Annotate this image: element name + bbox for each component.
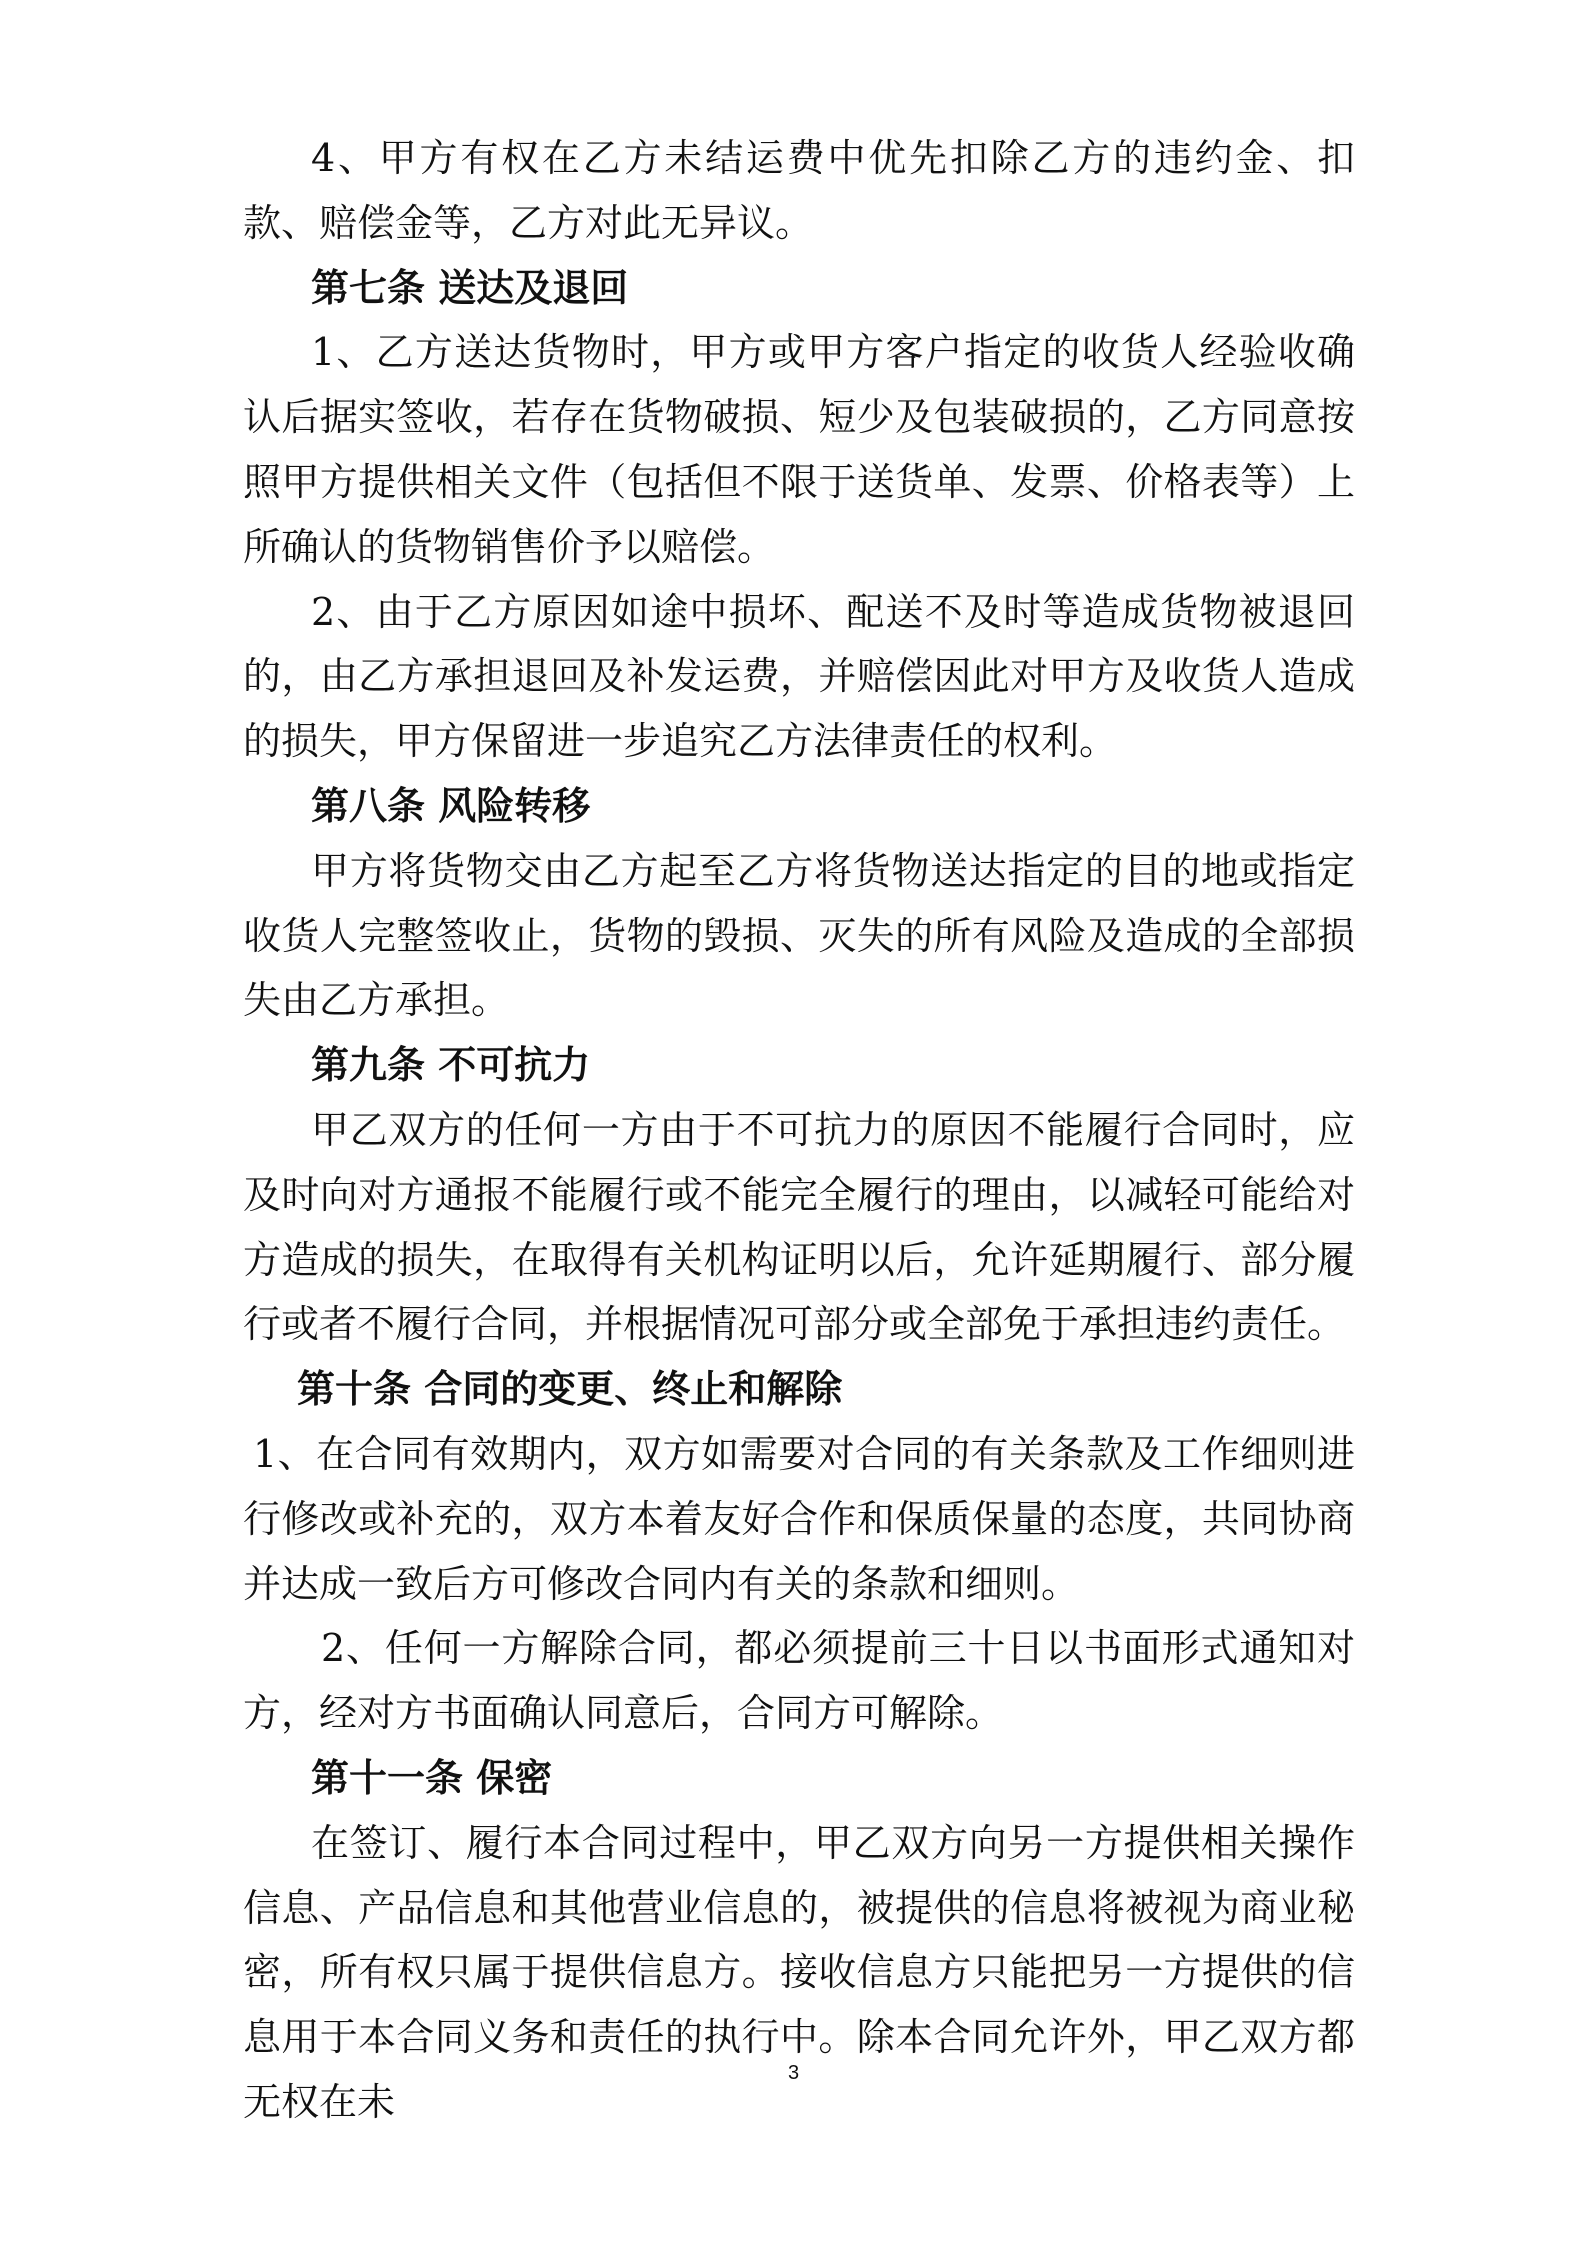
paragraph-art9-body: 甲乙双方的任何一方由于不可抗力的原因不能履行合同时，应及时向对方通报不能履行或不能完全履行的理由，以减轻可能给对方造成的损失，在取得有关机构证明以后，允许延期履行、部分履行或者不履行合同，并根据情况可部分或全部免于承担违约责任。 (243, 1107, 1355, 1347)
article-10-heading: 第十条 合同的变更、终止和解除 (297, 1366, 843, 1412)
paragraph-art7-clause-2: 2、由于乙方原因如途中损坏、配送不及时等造成货物被退回的，由乙方承担退回及补发运费，并赔偿因此对甲方及收货人造成的损失，甲方保留进一步追究乙方法律责任的权利。 (243, 589, 1355, 764)
paragraph-art8-body: 甲方将货物交由乙方起至乙方将货物送达指定的目的地或指定收货人完整签收止，货物的毁损、灭失的所有风险及造成的全部损失由乙方承担。 (243, 848, 1355, 1023)
paragraph-art6-clause-4: 4、甲方有权在乙方未结运费中优先扣除乙方的违约金、扣款、赔偿金等，乙方对此无异议。 (243, 136, 1355, 245)
page-number: 3 (787, 2062, 800, 2084)
paragraph-art10-clause-1: 1、在合同有效期内，双方如需要对合同的有关条款及工作细则进行修改或补充的，双方本着友好合作和保质保量的态度，共同协商并达成一致后方可修改合同内有关的条款和细则。 (243, 1431, 1355, 1606)
article-8-heading: 第八条 风险转移 (311, 782, 591, 828)
paragraph-art7-clause-1: 1、乙方送达货物时，甲方或甲方客户指定的收货人经验收确认后据实签收，若存在货物破损、短少及包装破损的，乙方同意按照甲方提供相关文件（包括但不限于送货单、发票、价格表等）上所确认的货物销售价予以赔偿。 (243, 330, 1355, 569)
article-7-heading: 第七条 送达及退回 (311, 264, 629, 310)
article-11-heading: 第十一条 保密 (311, 1754, 553, 1800)
contract-body (243, 126, 1355, 2135)
article-9-heading: 第九条 不可抗力 (311, 1042, 591, 1088)
paragraph-art11-body: 在签订、履行本合同过程中，甲乙双方向另一方提供相关操作信息、产品信息和其他营业信息的，被提供的信息将被视为商业秘密，所有权只属于提供信息方。接收信息方只能把另一方提供的信息用于本合同义务和责任的执行中。除本合同允许外，甲乙双方都无权在未 (243, 1820, 1355, 2124)
paragraph-art10-clause-2: 2、任何一方解除合同，都必须提前三十日以书面形式通知对方，经对方书面确认同意后，合同方可解除。 (243, 1626, 1355, 1736)
